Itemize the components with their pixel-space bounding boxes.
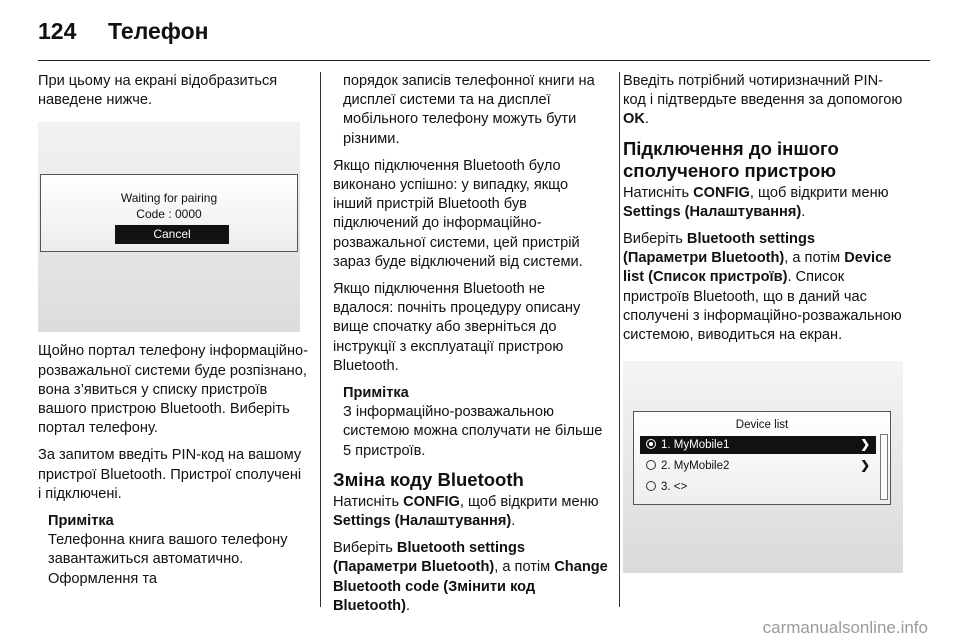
chevron-right-icon: ❯ — [860, 460, 870, 473]
pairing-code-text: Code : 0000 — [136, 207, 202, 222]
note-title: Примітка — [343, 385, 409, 402]
pairing-status-text: Waiting for pairing — [120, 191, 218, 206]
page-number: 124 — [38, 18, 77, 44]
note-text: З інформаційно-розважальною системою можна сполучати не більше 5 пристроїв. — [343, 404, 603, 459]
note-continuation: порядок записів телефонної книги на дисплеї системи та на дисплеї мобільного телефону можуть бути різними. — [343, 73, 595, 147]
paragraph: Введіть потрібний чотиризначний PIN-код і підтвердьте введення за допомогою OK. — [623, 73, 903, 128]
column-2 — [333, 72, 608, 624]
section-heading: Підключення до іншого сполученого пристрою — [623, 137, 839, 181]
paragraph: При цьому на екрані відобразиться наведене нижче. — [38, 73, 278, 109]
device-list-figure — [623, 361, 903, 573]
paragraph: Натисніть CONFIG, щоб відкрити меню Settings (Налаштування). — [333, 493, 599, 530]
radio-icon — [646, 481, 656, 491]
scrollbar — [880, 434, 888, 500]
column-divider — [320, 72, 321, 607]
paragraph: Виберіть Bluetooth settings (Параметри Bluetooth), а потім Change Bluetooth code (Змінити код Bluetooth). — [333, 540, 608, 614]
device-list-item: 2. MyMobile2 ❯ — [640, 457, 876, 475]
pairing-dialog — [40, 174, 298, 252]
device-list-item: 1. MyMobile1 ❯ — [640, 436, 876, 454]
device-list-title: Device list — [735, 419, 789, 432]
radio-icon — [646, 460, 656, 470]
device-list-item: 3. <> — [640, 478, 876, 496]
column-3 — [623, 72, 903, 573]
page-header — [38, 14, 928, 54]
header-divider — [38, 60, 930, 61]
device-list-panel — [633, 411, 891, 505]
section-heading: Зміна коду Bluetooth — [333, 468, 524, 490]
paragraph: Якщо підключення Bluetooth було виконано успішно: у випадку, якщо інший пристрій Bluetooth був підключений до інформаційно-розважальної системи, цей пристрій зараз буде відключений від системи. — [333, 157, 583, 270]
paragraph: Щойно портал телефону інформаційно-розважальної системи буде розпізнано, вона з’явиться у списку пристроїв вашого пристрою Bluetooth. Виберіть портал телефону. — [38, 343, 308, 437]
radio-selected-icon — [646, 439, 656, 449]
watermark: carmanualsonline.info — [762, 618, 928, 637]
cancel-button: Cancel — [115, 225, 229, 244]
note — [48, 512, 308, 589]
column-1 — [38, 72, 308, 597]
chevron-right-icon: ❯ — [860, 439, 870, 452]
pairing-screen-figure — [38, 122, 300, 332]
column-divider — [619, 72, 620, 607]
note-title: Примітка — [48, 513, 114, 530]
page-title: Телефон — [108, 18, 209, 44]
paragraph: Якщо підключення Bluetooth не вдалося: почніть процедуру описану вище спочатку або зверніться до інструкції з експлуатації пристрою Bluetooth. — [333, 281, 581, 374]
paragraph: Натисніть CONFIG, щоб відкрити меню Settings (Налаштування). — [623, 184, 889, 220]
note — [343, 384, 608, 461]
note-text: Телефонна книга вашого телефону завантажиться автоматично. Оформлення та — [48, 532, 288, 587]
paragraph: Виберіть Bluetooth settings (Параметри Bluetooth), а потім Device list (Список пристроїв). Список пристроїв Bluetooth, що в даний час сполучені з інформаційно-розважальною системою, виводиться на екран. — [623, 231, 902, 344]
paragraph: За запитом введіть PIN-код на вашому пристрої Bluetooth. Пристрої сполучені і підключені. — [38, 447, 302, 502]
